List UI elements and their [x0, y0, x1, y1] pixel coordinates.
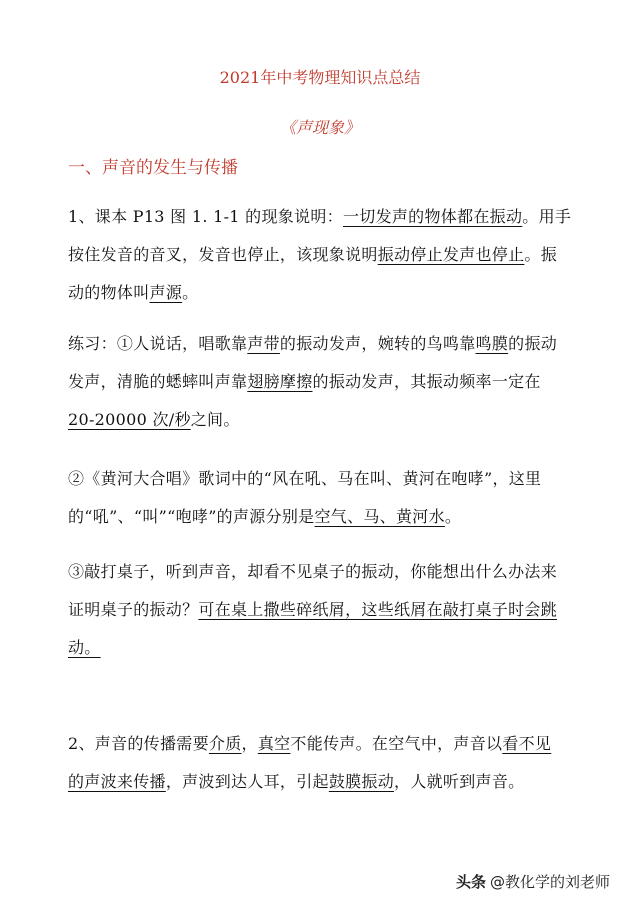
answer-blank: 翅膀摩擦: [247, 372, 313, 391]
answer-blank: 可在桌上撒些碎纸屑，这些纸屑在敲打桌子时会跳: [198, 600, 558, 619]
p5-line-1: 2、声音的传播需要介质，真空不能传声。在空气中，声音以看不见: [68, 734, 552, 753]
p4-line-3: [68, 629, 580, 667]
paragraph-3: [68, 460, 580, 536]
author-handle: @教化学的刘老师: [489, 873, 610, 891]
p4-line-1: ③敲打桌子，听到声音，却看不见桌子的振动，你能想出什么办法来: [68, 562, 558, 581]
answer-blank: 真空: [257, 734, 291, 753]
p1-line-1: 1、课本 P13 图 1. 1-1 的现象说明：一切发声的物体都在振动。用手: [68, 207, 572, 226]
p3-line-1: ②《黄河大合唱》歌词中的“风在吼、马在叫、黄河在咆哮”，这里: [68, 469, 542, 488]
paragraph-4: [68, 553, 580, 667]
p4-line-2: 证明桌子的振动？可在桌上撒些碎纸屑，这些纸屑在敲打桌子时会跳: [68, 600, 558, 619]
answer-blank: 振动停止发声也停止: [377, 245, 525, 264]
paragraph-5: [68, 725, 580, 801]
p1-line-2: 按住发音的音叉，发音也停止，该现象说明振动停止发声也停止。振: [68, 245, 558, 264]
page-title: 2021年中考物理知识点总结: [219, 68, 421, 87]
paragraph-1: [68, 198, 580, 312]
page-subtitle: 《声现象》: [279, 118, 360, 137]
p1-line-3: 动的物体叫声源。: [68, 283, 199, 302]
p5-line-2: 的声波来传播，声波到达人耳，引起鼓膜振动，人就听到声音。: [68, 772, 525, 791]
p2-line-1: 练习：①人说话，唱歌靠声带的振动发声，婉转的鸟鸣靠鸣膜的振动: [68, 334, 558, 353]
watermark: [456, 871, 610, 892]
answer-blank: 20-20000 次/秒: [68, 410, 191, 429]
answer-blank: 鼓膜振动: [328, 772, 395, 791]
p2-line-2: 发声，清脆的蟋蟀叫声靠翅膀摩擦的振动发声，其振动频率一定在: [68, 372, 541, 391]
answer-blank: 声源: [149, 283, 183, 302]
answer-blank: 鸣膜: [475, 334, 509, 353]
p3-line-2: 的“吼”、“叫”“咆哮”的声源分别是空气、马、黄河水。: [68, 507, 462, 526]
answer-blank: 空气、马、黄河水: [314, 507, 445, 526]
answer-blank: 看不见: [502, 734, 552, 753]
paragraph-2: [68, 325, 580, 439]
p2-line-3: 20-20000 次/秒之间。: [68, 410, 240, 429]
answer-blank: 一切发声的物体都在振动: [342, 207, 523, 226]
answer-blank: 声带: [247, 334, 280, 353]
toutiao-logo: 头条: [455, 873, 486, 891]
answer-blank: 动。: [68, 638, 101, 657]
section-heading: 一、声音的发生与传播: [68, 158, 238, 178]
answer-blank: 的声波来传播: [68, 772, 166, 791]
answer-blank: 介质: [208, 734, 242, 753]
